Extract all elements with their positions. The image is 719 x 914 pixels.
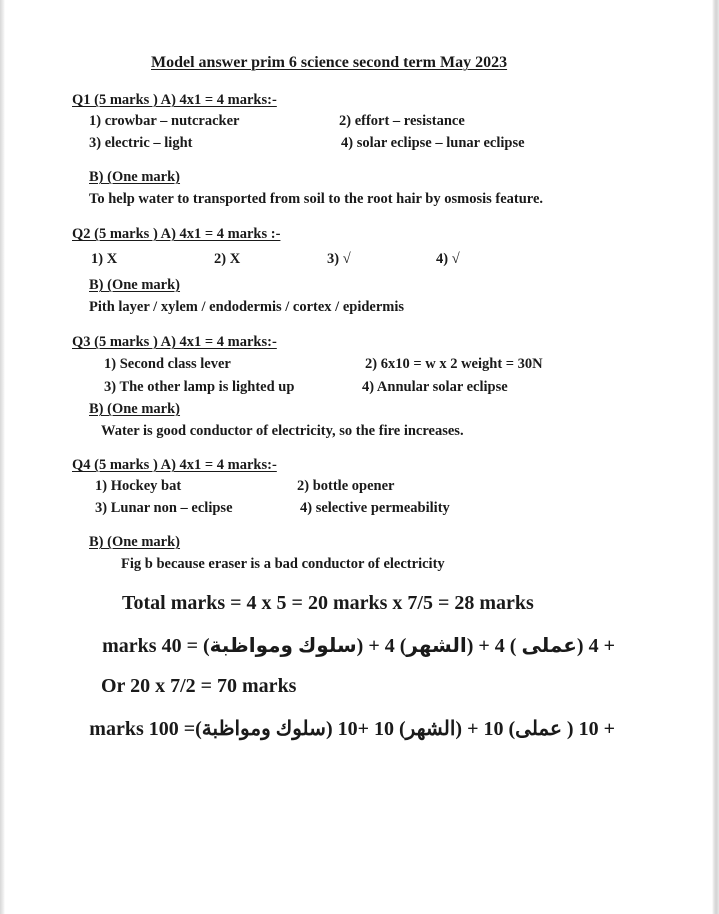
q2-answer-3: 3) √ xyxy=(327,251,351,267)
q4-answer-4: 4) selective permeability xyxy=(300,500,450,516)
page-edge-right xyxy=(712,0,719,914)
q2-answer-4: 4) √ xyxy=(436,251,460,267)
page-edge-left xyxy=(0,0,5,914)
q3-answer-4: 4) Annular solar eclipse xyxy=(362,379,508,395)
q3-answer-2: 2) 6x10 = w x 2 weight = 30N xyxy=(365,356,543,372)
total-40-marks-text: + 4 (عملى ) 4 + (الشهر) 4 + (سلوك ومواظبة) = 40 marks xyxy=(102,635,615,657)
q2-header: Q2 (5 marks ) A) 4x1 = 4 marks :- xyxy=(72,226,281,242)
q4-b-answer: Fig b because eraser is a bad conductor of electricity xyxy=(121,556,445,572)
q4-header: Q4 (5 marks ) A) 4x1 = 4 marks:- xyxy=(72,457,277,473)
q3-answer-3: 3) The other lamp is lighted up xyxy=(104,379,295,395)
total-100-marks-text: + 10 ( عملى) 10 + (الشهر) 10 +10 (سلوك ومواظبة)= 100 marks xyxy=(89,718,615,740)
document-title: Model answer prim 6 science second term May 2023 xyxy=(151,54,508,71)
q2-b-answer: Pith layer / xylem / endodermis / cortex / epidermis xyxy=(89,299,405,315)
q3-b-answer: Water is good conductor of electricity, so the fire increases. xyxy=(101,423,464,439)
q4-answer-2: 2) bottle opener xyxy=(297,478,395,494)
total-40-marks-line xyxy=(102,633,615,658)
total-70-marks-line: Or 20 x 7/2 = 70 marks xyxy=(101,675,297,697)
q2-answer-2: 2) X xyxy=(214,251,241,267)
q3-answer-1: 1) Second class lever xyxy=(104,356,231,372)
q1-header: Q1 (5 marks ) A) 4x1 = 4 marks:- xyxy=(72,92,277,108)
q3-header: Q3 (5 marks ) A) 4x1 = 4 marks:- xyxy=(72,334,277,350)
q2-b-header: B) (One mark) xyxy=(89,277,181,293)
q1-answer-2: 2) effort – resistance xyxy=(339,113,465,129)
q3-b-header: B) (One mark) xyxy=(89,401,181,417)
q1-answer-4: 4) solar eclipse – lunar eclipse xyxy=(341,135,525,151)
q4-b-header: B) (One mark) xyxy=(89,534,181,550)
q4-answer-1: 1) Hockey bat xyxy=(95,478,182,494)
q1-b-header: B) (One mark) xyxy=(89,169,181,185)
total-marks-line: Total marks = 4 x 5 = 20 marks x 7/5 = 28 marks xyxy=(122,592,534,614)
q1-answer-1: 1) crowbar – nutcracker xyxy=(89,113,240,129)
q1-answer-3: 3) electric – light xyxy=(89,135,193,151)
total-100-marks-line xyxy=(89,716,615,741)
q4-answer-3: 3) Lunar non – eclipse xyxy=(95,500,233,516)
q2-answer-1: 1) X xyxy=(91,251,118,267)
q1-b-answer: To help water to transported from soil to the root hair by osmosis feature. xyxy=(89,191,544,207)
